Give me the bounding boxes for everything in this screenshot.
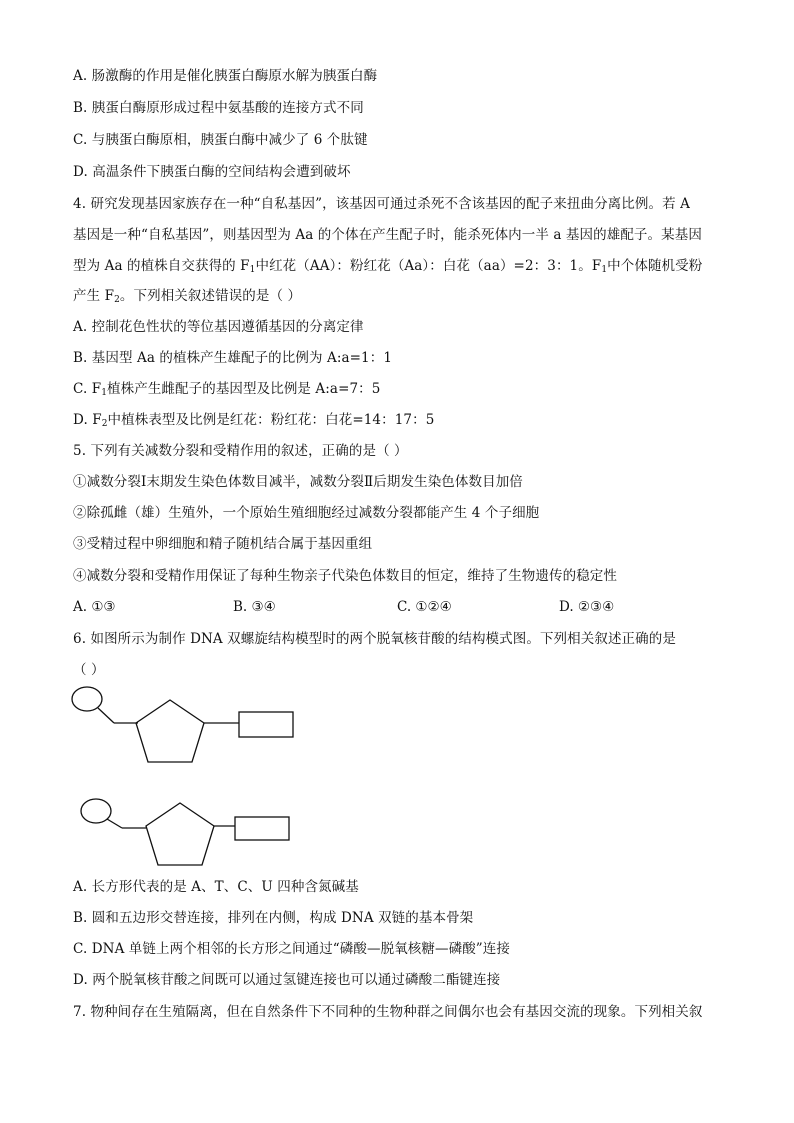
phosphate-circle xyxy=(81,799,111,823)
q5-option-b: B. ③④ xyxy=(233,599,276,615)
q4-option-c: C. $F_1$植株产生雌配子的基因型及比例是 A:a=7：5 xyxy=(73,381,381,398)
deoxyribose-pentagon xyxy=(136,700,204,762)
bond-line xyxy=(98,708,114,723)
q4-option-b: B. 基因型 Aa 的植株产生雄配子的比例为 A:a=1：1 xyxy=(73,350,393,366)
q5-statement-3: ③受精过程中卵细胞和精子随机结合属于基因重组 xyxy=(73,536,373,552)
nucleotide-diagram-1 xyxy=(66,682,306,772)
q7-stem: 7. 物种间存在生殖隔离，但在自然条件下不同种的生物种群之间偶尔也会有基因交流的现象。下列相关叙 xyxy=(73,1004,703,1020)
bond-line xyxy=(107,819,122,828)
q4-stem-line-3: 型为 Aa 的植株自交获得的 $F_1$中红花（AA）：粉红花（Aa）：白花（aa）=2：3：1。$F_1$中个体随机受粉 xyxy=(73,258,703,275)
q5-option-d: D. ②③④ xyxy=(559,599,615,615)
deoxyribose-pentagon xyxy=(146,803,214,865)
q6-option-d: D. 两个脱氧核苷酸之间既可以通过氢键连接也可以通过磷酸二酯键连接 xyxy=(73,972,501,988)
q5-option-a: A. ①③ xyxy=(73,599,116,615)
q3-option-b: B. 胰蛋白酶原形成过程中氨基酸的连接方式不同 xyxy=(73,100,364,116)
q5-statement-1: ①减数分裂Ⅰ末期发生染色体数目减半，减数分裂Ⅱ后期发生染色体数目加倍 xyxy=(73,474,523,490)
nucleotide-diagram-2 xyxy=(66,795,306,875)
q3-option-a: A. 肠激酶的作用是催化胰蛋白酶原水解为胰蛋白酶 xyxy=(73,68,378,84)
q4-option-a: A. 控制花色性状的等位基因遵循基因的分离定律 xyxy=(73,319,364,335)
q3-option-c: C. 与胰蛋白酶原相，胰蛋白酶中减少了 6 个肽键 xyxy=(73,132,368,148)
q5-options-row xyxy=(73,598,753,616)
base-rectangle xyxy=(235,817,289,840)
q5-option-c: C. ①②④ xyxy=(397,599,452,615)
q6-option-b: B. 圆和五边形交替连接，排列在内侧，构成 DNA 双链的基本骨架 xyxy=(73,910,474,926)
q6-option-a: A. 长方形代表的是 A、T、C、U 四种含氮碱基 xyxy=(73,879,359,895)
q4-stem-line-2: 基因是一种“自私基因”，则基因型为 Aa 的个体在产生配子时，能杀死体内一半 a 基因的雄配子。某基因 xyxy=(73,227,702,243)
q5-statement-4: ④减数分裂和受精作用保证了每种生物亲子代染色体数目的恒定，维持了生物遗传的稳定性 xyxy=(73,568,617,584)
q4-stem-line-4: 产生 $F_2$。下列相关叙述错误的是（ ） xyxy=(73,288,302,305)
q4-stem-line-1: 4. 研究发现基因家族存在一种“自私基因”，该基因可通过杀死不含该基因的配子来扭曲分离比例。若 A xyxy=(73,196,690,212)
q6-answer-paren: （ ） xyxy=(73,662,105,678)
q5-statement-2: ②除孤雌（雄）生殖外，一个原始生殖细胞经过减数分裂都能产生 4 个子细胞 xyxy=(73,505,540,521)
phosphate-circle xyxy=(72,687,102,711)
q6-stem: 6. 如图所示为制作 DNA 双螺旋结构模型时的两个脱氧核苷酸的结构模式图。下列相关叙述正确的是 xyxy=(73,631,676,647)
q3-option-d: D. 高温条件下胰蛋白酶的空间结构会遭到破坏 xyxy=(73,164,351,180)
q5-stem: 5. 下列有关减数分裂和受精作用的叙述，正确的是（ ） xyxy=(73,443,408,459)
q6-option-c: C. DNA 单链上两个相邻的长方形之间通过“磷酸—脱氧核糖—磷酸”连接 xyxy=(73,941,511,957)
q4-option-d: D. $F_2$中植株表型及比例是红花：粉红花：白花=14：17：5 xyxy=(73,412,435,429)
base-rectangle xyxy=(239,712,293,737)
